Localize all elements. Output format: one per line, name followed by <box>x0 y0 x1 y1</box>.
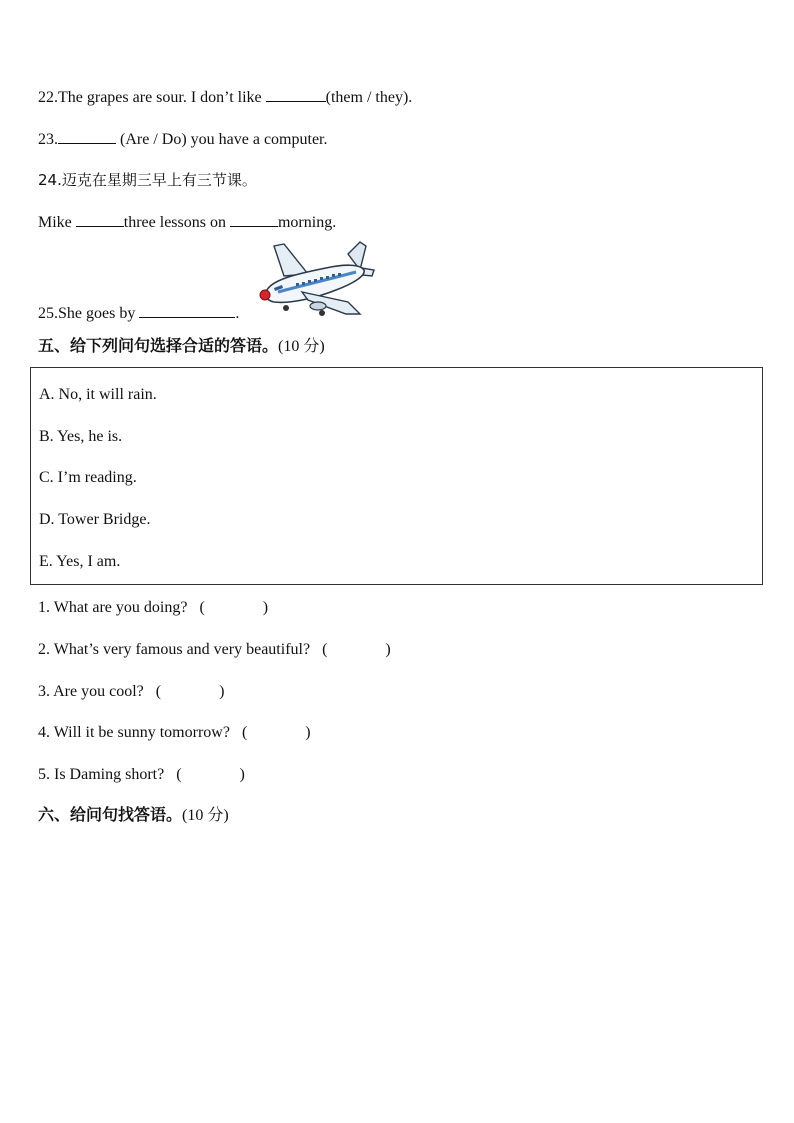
question-23 <box>38 129 327 150</box>
question-25 <box>38 303 239 324</box>
answer-parentheses[interactable] <box>322 640 391 660</box>
option-d: D. Tower Bridge. <box>39 511 151 528</box>
section-5-score: (10 分) <box>278 338 325 355</box>
question-24-chinese-text: 24.迈克在星期三早上有三节课。 <box>38 171 257 189</box>
question-1 <box>38 598 268 618</box>
answer-options-box <box>30 367 763 585</box>
paren-close: ) <box>385 641 391 658</box>
question-2-text: 2. What’s very famous and very beautiful? <box>38 641 311 658</box>
paren-close: ) <box>239 766 245 783</box>
paren-close: ) <box>219 683 225 700</box>
question-24-chinese <box>38 170 257 190</box>
paren-close: ) <box>305 724 311 741</box>
answer-parentheses[interactable] <box>242 723 311 743</box>
answer-blank[interactable] <box>139 303 235 318</box>
answer-parentheses[interactable] <box>156 682 225 702</box>
question-24-part3: morning. <box>277 214 337 231</box>
answer-parentheses[interactable] <box>176 765 245 785</box>
question-22-prefix: 22.The grapes are sour. I don’t like <box>38 89 266 106</box>
question-24-part1: Mike <box>38 214 76 231</box>
section-5-title: 五、给下列问句选择合适的答语。 <box>38 338 279 355</box>
question-4-text: 4. Will it be sunny tomorrow? <box>38 724 230 741</box>
question-5-text: 5. Is Daming short? <box>38 766 165 783</box>
option-e: E. Yes, I am. <box>39 553 121 570</box>
question-25-prefix: 25.She goes by <box>38 305 140 322</box>
question-2 <box>38 640 391 660</box>
question-22 <box>38 87 412 108</box>
question-23-suffix: (Are / Do) you have a computer. <box>116 131 328 148</box>
answer-blank[interactable] <box>266 87 326 102</box>
paren-open: ( <box>155 683 162 700</box>
option-a: A. No, it will rain. <box>39 386 157 403</box>
question-4 <box>38 723 311 743</box>
question-3 <box>38 682 224 702</box>
section-6-score: (10 分) <box>182 807 229 824</box>
answer-parentheses[interactable] <box>199 598 268 618</box>
question-22-suffix: (them / they). <box>325 89 413 106</box>
option-c: C. I’m reading. <box>39 469 137 486</box>
question-24-english <box>38 212 336 233</box>
question-23-prefix: 23. <box>38 131 58 148</box>
airplane-icon <box>256 240 376 318</box>
question-3-text: 3. Are you cool? <box>38 683 144 700</box>
section-5-heading <box>38 337 325 357</box>
paren-close: ) <box>262 599 269 616</box>
question-25-suffix: . <box>235 305 240 322</box>
answer-blank[interactable] <box>230 212 278 227</box>
section-6-title: 六、给问句找答语。 <box>38 807 183 824</box>
paren-open: ( <box>322 641 328 658</box>
section-6-heading <box>38 806 229 826</box>
option-b: B. Yes, he is. <box>39 428 123 445</box>
paren-open: ( <box>176 766 182 783</box>
question-1-text: 1. What are you doing? <box>38 599 188 616</box>
question-5 <box>38 765 245 785</box>
answer-blank[interactable] <box>58 129 116 144</box>
paren-open: ( <box>199 599 205 616</box>
question-24-part2: three lessons on <box>123 214 230 231</box>
answer-blank[interactable] <box>76 212 124 227</box>
paren-open: ( <box>241 724 248 741</box>
